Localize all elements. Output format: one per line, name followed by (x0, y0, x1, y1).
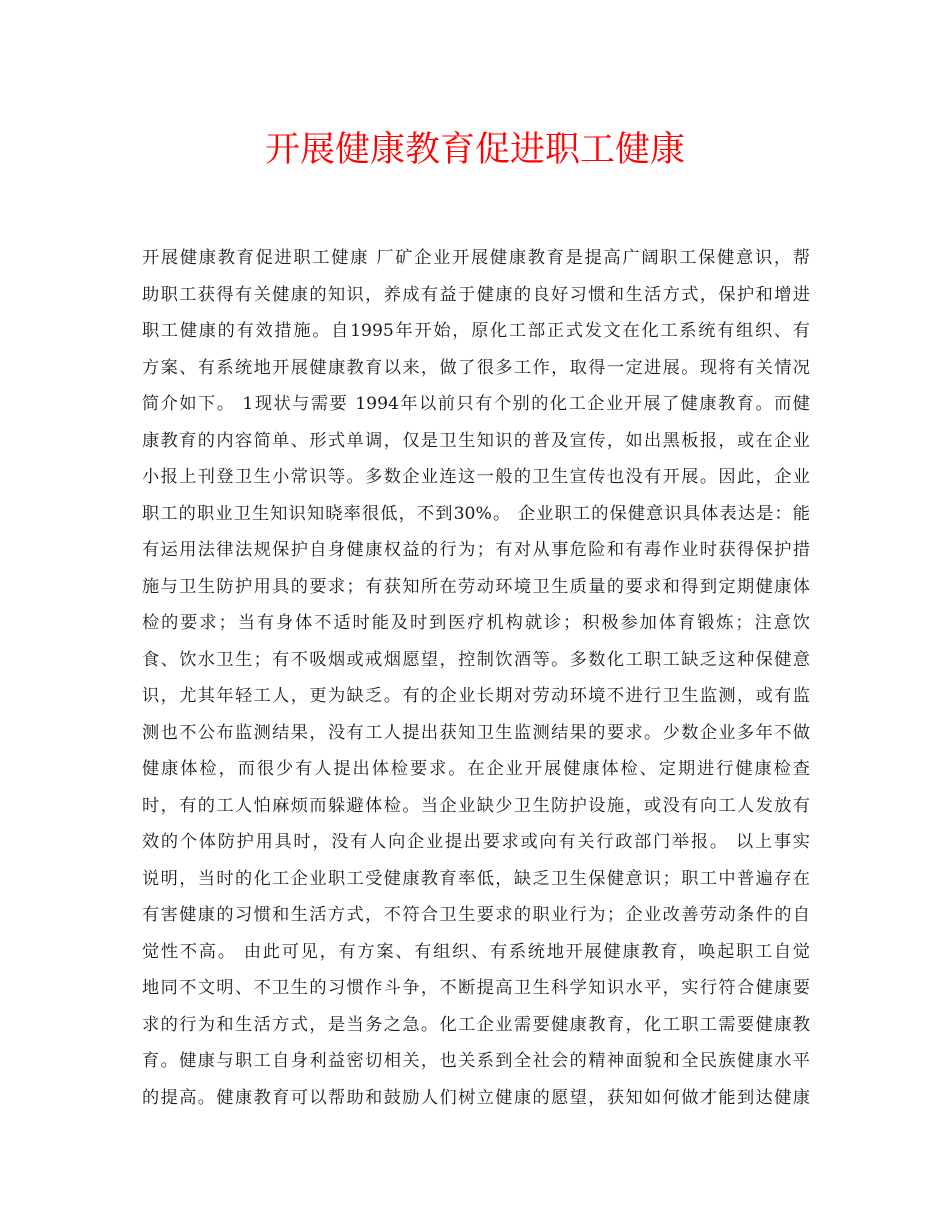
body-line: 测也不公布监测结果，没有工人提出获知卫生监测结果的要求。少数企业多年不做 (142, 722, 810, 743)
body-line: 效的个体防护用具时，没有人向企业提出要求或向有关行政部门举报。 以上事实 (142, 832, 810, 852)
body-line: 开展健康教育促进职工健康 厂矿企业开展健康教育是提高广阔职工保健意识，帮 (142, 248, 810, 268)
body-line: 康教育的内容简单、形式单调，仅是卫生知识的普及宣传，如出黑板报，或在企业 (142, 430, 810, 451)
body-line: 时，有的工人怕麻烦而躲避体检。当企业缺少卫生防护设施，或没有向工人发放有 (142, 795, 810, 816)
body-line: 育。健康与职工自身利益密切相关，也关系到全社会的精神面貌和全民族健康水平 (142, 1051, 810, 1071)
body-line: 识，尤其年轻工人，更为缺乏。有的企业长期对劳动环境不进行卫生监测，或有监 (142, 686, 810, 706)
body-line: 有运用法律法规保护自身健康权益的行为；有对从事危险和有毒作业时获得保护措 (142, 540, 810, 560)
body-line: 有害健康的习惯和生活方式，不符合卫生要求的职业行为；企业改善劳动条件的自 (142, 905, 810, 925)
body-line: 助职工获得有关健康的知识，养成有益于健康的良好习惯和生活方式，保护和增进 (142, 284, 810, 305)
body-line: 觉性不高。 由此可见，有方案、有组织、有系统地开展健康教育，唤起职工自觉 (142, 941, 810, 962)
document-body (142, 240, 810, 1116)
body-line: 施与卫生防护用具的要求；有获知所在劳动环境卫生质量的要求和得到定期健康体 (142, 576, 810, 597)
body-line: 检的要求；当有身体不适时能及时到医疗机构就诊；积极参加体育锻炼；注意饮 (142, 613, 810, 633)
body-line: 求的行为和生活方式，是当务之急。化工企业需要健康教育，化工职工需要健康教 (142, 1014, 810, 1035)
body-line: 地同不文明、不卫生的习惯作斗争，不断提高卫生科学知识水平，实行符合健康要 (142, 978, 810, 998)
body-line: 职工健康的有效措施。自1995年开始，原化工部正式发文在化工系统有组织、有 (142, 321, 810, 341)
body-line: 食、饮水卫生；有不吸烟或戒烟愿望，控制饮酒等。多数化工职工缺乏这种保健意 (142, 649, 810, 670)
body-line: 小报上刊登卫生小常识等。多数企业连这一般的卫生宣传也没有开展。因此，企业 (142, 467, 810, 487)
body-line: 说明，当时的化工企业职工受健康教育率低，缺乏卫生保健意识；职工中普遍存在 (142, 868, 810, 889)
body-line: 的提高。健康教育可以帮助和鼓励人们树立健康的愿望，获知如何做才能到达健康 (142, 1087, 810, 1108)
body-line: 职工的职业卫生知识知晓率很低，不到30%。 企业职工的保健意识具体表达是：能 (142, 503, 810, 524)
body-line: 方案、有系统地开展健康教育以来，做了很多工作，取得一定进展。现将有关情况 (142, 357, 810, 378)
body-line: 简介如下。 1现状与需要 1994年以前只有个别的化工企业开展了健康教育。而健 (142, 394, 810, 414)
body-line: 健康体检，而很少有人提出体检要求。在企业开展健康体检、定期进行健康检查 (142, 759, 810, 779)
document-title: 开展健康教育促进职工健康 (264, 130, 685, 170)
